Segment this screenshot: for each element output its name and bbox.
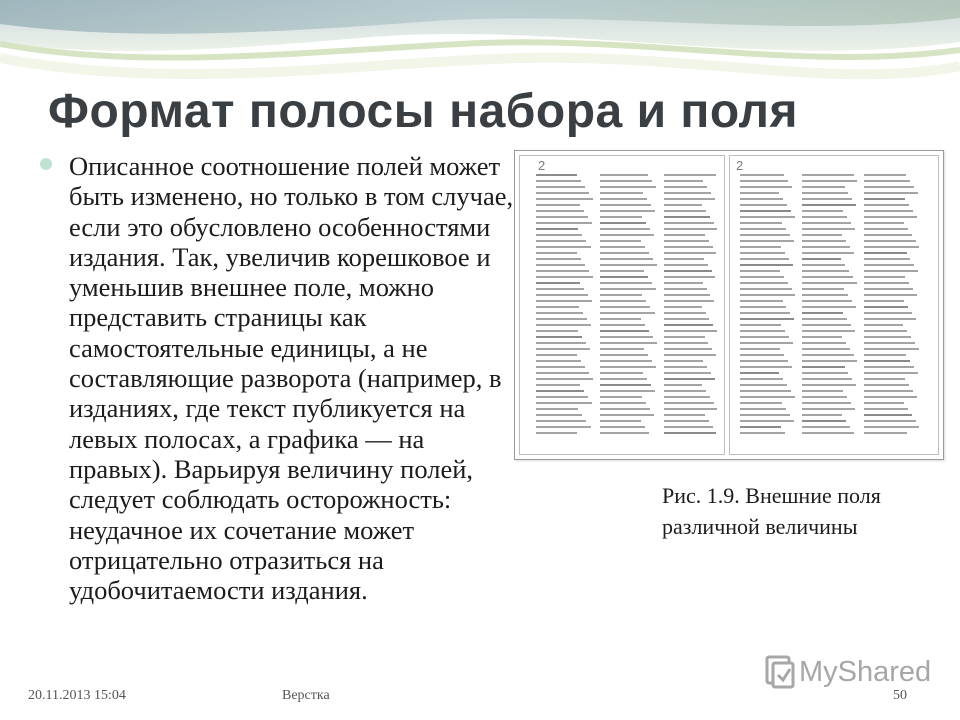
- figure-text-line: [536, 192, 589, 194]
- figure-text-line: [664, 198, 715, 200]
- figure-text-line: [664, 192, 711, 194]
- figure-text-line: [740, 372, 779, 374]
- figure-text-line: [802, 276, 853, 278]
- figure-text-line: [664, 402, 714, 404]
- figure-text-line: [664, 252, 716, 254]
- figure-text-line: [802, 210, 843, 212]
- figure-text-line: [864, 318, 916, 320]
- figure-text-line: [600, 228, 650, 230]
- figure-text-line: [864, 228, 908, 230]
- figure-text-line: [864, 336, 911, 338]
- figure-text-line: [600, 186, 656, 188]
- myshared-logo-icon: [765, 655, 795, 689]
- figure-text-line: [864, 240, 916, 242]
- figure-text-line: [664, 186, 707, 188]
- figure-text-line: [600, 408, 650, 410]
- figure-text-line: [664, 300, 714, 302]
- figure-text-line: [536, 228, 578, 230]
- figure-text-line: [600, 264, 657, 266]
- figure-text-line: [864, 270, 918, 272]
- figure-text-line: [740, 306, 786, 308]
- figure-text-line: [664, 378, 715, 380]
- figure-text-line: [600, 336, 653, 338]
- figure-text-line: [802, 372, 848, 374]
- figure-text-line: [740, 288, 792, 290]
- figure-text-line: [802, 258, 841, 260]
- figure-text-line: [864, 192, 918, 194]
- figure-text-line: [864, 348, 919, 350]
- left-page-number: 2: [538, 158, 546, 173]
- figure-text-line: [802, 426, 850, 428]
- figure-text-line: [864, 204, 909, 206]
- figure-text-line: [864, 174, 906, 176]
- figure-text-line: [536, 276, 593, 278]
- figure-text-line: [740, 342, 793, 344]
- figure-text-line: [536, 378, 593, 380]
- figure-text-line: [740, 282, 788, 284]
- figure-text-line: [536, 216, 588, 218]
- figure-text-line: [664, 264, 708, 266]
- figure-text-line: [536, 312, 583, 314]
- figure-text-line: [536, 294, 588, 296]
- figure-text-line: [664, 270, 712, 272]
- figure-text-line: [536, 414, 582, 416]
- figure-text-line: [664, 306, 702, 308]
- figure-text-line: [740, 384, 787, 386]
- figure-text-line: [802, 390, 843, 392]
- figure-text-line: [802, 342, 846, 344]
- figure-text-line: [740, 390, 791, 392]
- figure-text-line: [600, 312, 655, 314]
- footer-title: Верстка: [282, 688, 330, 703]
- figure-text-line: [864, 342, 915, 344]
- figure-text-line: [864, 216, 917, 218]
- figure-text-line: [664, 396, 710, 398]
- figure-text-line: [600, 342, 657, 344]
- figure-text-line: [664, 354, 716, 356]
- figure-text-line: [600, 180, 652, 182]
- figure-text-line: [664, 420, 709, 422]
- figure-text-line: [740, 312, 790, 314]
- figure-text-line: [740, 180, 788, 182]
- figure-text-line: [740, 216, 795, 218]
- figure-text-line: [536, 252, 577, 254]
- figure-text-line: [600, 378, 647, 380]
- figure-text-line: [664, 414, 705, 416]
- figure-text-line: [802, 366, 845, 368]
- figure-text-line: [740, 432, 785, 434]
- figure-text-line: [864, 282, 909, 284]
- figure-text-line: [664, 240, 709, 242]
- figure-text-line: [740, 270, 780, 272]
- figure-text-line: [664, 210, 706, 212]
- slide-title: Формат полосы набора и поля: [48, 85, 799, 138]
- figure-text-line: [536, 234, 582, 236]
- figure-text-line: [536, 198, 593, 200]
- figure-text-line: [740, 192, 779, 194]
- figure-text-line: [802, 222, 851, 224]
- figure-text-line: [536, 180, 581, 182]
- figure-text-line: [664, 432, 716, 434]
- right-page-column-2: [802, 174, 858, 438]
- figure-text-line: [536, 396, 588, 398]
- figure-text-line: [600, 414, 654, 416]
- figure-text-line: [740, 264, 793, 266]
- figure-text-line: [600, 348, 644, 350]
- figure-text-line: [600, 306, 650, 308]
- figure-text-line: [664, 222, 714, 224]
- figure-text-line: [740, 324, 781, 326]
- figure-text-line: [802, 204, 856, 206]
- figure-text-line: [664, 234, 705, 236]
- figure-text-line: [864, 402, 904, 404]
- figure-text-line: [864, 432, 907, 434]
- figure-text-line: [802, 282, 857, 284]
- figure-text-line: [802, 264, 845, 266]
- figure-text-line: [802, 354, 854, 356]
- figure-text-line: [600, 234, 654, 236]
- figure-text-line: [600, 222, 646, 224]
- figure-text-line: [864, 312, 912, 314]
- figure-text-line: [740, 246, 781, 248]
- figure-left-page: [519, 155, 725, 455]
- figure-text-line: [536, 324, 591, 326]
- figure-text-line: [740, 414, 790, 416]
- figure-text-line: [740, 300, 783, 302]
- figure-text-line: [740, 258, 789, 260]
- figure-text-line: [600, 300, 646, 302]
- figure-text-line: [864, 276, 905, 278]
- figure-text-line: [740, 408, 786, 410]
- figure-text-line: [536, 270, 589, 272]
- figure-text-line: [536, 342, 586, 344]
- figure-text-line: [600, 198, 647, 200]
- figure-text-line: [600, 216, 642, 218]
- figure-text-line: [864, 210, 913, 212]
- figure-text-line: [802, 228, 855, 230]
- figure-text-line: [740, 204, 787, 206]
- figure-text-line: [864, 420, 916, 422]
- figure-text-line: [664, 330, 717, 332]
- figure-text-line: [536, 402, 592, 404]
- figure-text-line: [864, 390, 913, 392]
- figure-text-line: [740, 420, 794, 422]
- figure-text-line: [864, 234, 912, 236]
- figure-text-line: [536, 354, 577, 356]
- figure-text-line: [600, 372, 643, 374]
- figure-text-line: [802, 420, 846, 422]
- figure-text-line: [802, 408, 855, 410]
- figure-text-line: [664, 366, 707, 368]
- figure-text-line: [802, 288, 844, 290]
- figure-text-line: [802, 384, 856, 386]
- figure-text-line: [536, 390, 584, 392]
- figure-text-line: [864, 180, 910, 182]
- figure-text-line: [600, 174, 648, 176]
- figure-text-line: [802, 312, 843, 314]
- figure-text-line: [802, 348, 850, 350]
- figure-text-line: [802, 174, 854, 176]
- figure-text-line: [536, 186, 585, 188]
- figure-text-line: [536, 318, 587, 320]
- figure-text-line: [664, 204, 702, 206]
- figure-text-line: [600, 390, 655, 392]
- figure-text-line: [864, 324, 903, 326]
- figure-text-line: [536, 360, 581, 362]
- figure-text-line: [802, 192, 848, 194]
- figure-text-line: [536, 258, 581, 260]
- figure-text-line: [864, 198, 905, 200]
- figure-text-line: [740, 234, 790, 236]
- right-page-number: 2: [736, 158, 744, 173]
- footer-date: 20.11.2013 15:04: [28, 688, 126, 703]
- figure-text-line: [600, 240, 641, 242]
- figure-text-line: [536, 336, 582, 338]
- figure-text-line: [664, 408, 717, 410]
- figure-text-line: [864, 426, 919, 428]
- figure-text-line: [600, 366, 656, 368]
- figure-text-line: [600, 258, 653, 260]
- figure-text-line: [864, 396, 917, 398]
- figure-text-line: [740, 366, 792, 368]
- figure-text-line: [740, 186, 792, 188]
- figure-text-line: [802, 402, 851, 404]
- figure-text-line: [740, 228, 786, 230]
- figure-text-line: [864, 294, 917, 296]
- figure-text-line: [740, 348, 780, 350]
- figure-text-line: [802, 294, 848, 296]
- figure-text-line: [864, 246, 919, 248]
- figure-text-line: [740, 360, 788, 362]
- figure-text-line: [864, 306, 908, 308]
- figure-text-line: [740, 198, 783, 200]
- figure-text-line: [664, 336, 705, 338]
- figure-text-line: [802, 252, 854, 254]
- figure-text-line: [600, 420, 641, 422]
- figure-text-line: [864, 372, 918, 374]
- figure-right-page: [729, 155, 939, 455]
- figure-text-line: [536, 432, 577, 434]
- figure-text-line: [740, 336, 789, 338]
- left-page-column-3: [664, 174, 718, 438]
- figure-text-line: [664, 348, 712, 350]
- figure-text-line: [740, 330, 785, 332]
- figure-text-line: [536, 240, 586, 242]
- figure-text-line: [740, 402, 782, 404]
- figure-text-line: [600, 396, 642, 398]
- figure-text-line: [864, 360, 910, 362]
- figure-text-line: [600, 204, 651, 206]
- figure-text-line: [600, 276, 648, 278]
- figure-text-line: [740, 378, 783, 380]
- figure-text-line: [536, 426, 591, 428]
- figure-text-line: [600, 270, 644, 272]
- figure-text-line: [664, 360, 703, 362]
- figure-text-line: [600, 360, 652, 362]
- figure-text-line: [600, 402, 646, 404]
- figure-text-line: [802, 396, 847, 398]
- figure-text-line: [802, 186, 845, 188]
- figure-text-line: [740, 318, 794, 320]
- figure-text-line: [802, 300, 852, 302]
- figure-text-line: [600, 294, 642, 296]
- figure-text-line: [864, 288, 913, 290]
- figure-text-line: [600, 432, 649, 434]
- figure-text-line: [600, 324, 645, 326]
- figure-text-line: [740, 222, 782, 224]
- figure-text-line: [600, 354, 648, 356]
- left-page-column-2: [600, 174, 658, 438]
- figure-text-line: [664, 342, 708, 344]
- figure-text-line: [664, 384, 702, 386]
- figure-text-line: [740, 210, 791, 212]
- figure-text-line: [600, 330, 649, 332]
- figure-text-line: [664, 288, 707, 290]
- figure-text-line: [664, 294, 710, 296]
- figure-text-line: [740, 276, 784, 278]
- figure-text-line: [664, 174, 716, 176]
- figure-text-line: [536, 372, 589, 374]
- figure-text-line: [536, 330, 578, 332]
- figure-text-line: [664, 258, 704, 260]
- figure-text-line: [600, 210, 655, 212]
- figure-text-line: [802, 180, 857, 182]
- figure-text-line: [802, 240, 846, 242]
- figure-text-line: [864, 300, 904, 302]
- body-paragraph: Описанное соотношение полей может быть изменено, но только в том случае, если это обусловлено особенностями издания. Так, увеличив корешковое и уменьшив внешнее поле, можно представить страницы как самостоятельные единицы, а не составляющие разворота (например, в изданиях, где текст публикуется на левых полосах, а графика — на правых). Варьируя величину полей, следует соблюдать осторожность: неудачное их сочетание может отрицательно отразиться на удобочитаемости издания.: [69, 151, 514, 606]
- figure-text-line: [664, 324, 713, 326]
- figure-text-line: [802, 330, 855, 332]
- figure-text-line: [664, 282, 703, 284]
- figure-text-line: [664, 216, 710, 218]
- figure-text-line: [536, 222, 592, 224]
- figure-text-line: [802, 216, 847, 218]
- figure-text-line: [864, 222, 904, 224]
- figure-text-line: [536, 204, 580, 206]
- figure-text-line: [802, 360, 857, 362]
- figure-text-line: [864, 252, 907, 254]
- watermark: [765, 650, 931, 694]
- figure-text-line: [740, 354, 784, 356]
- figure-text-line: [740, 396, 795, 398]
- figure-text-line: [600, 318, 641, 320]
- figure-text-line: [664, 318, 709, 320]
- figure-text-line: [600, 384, 651, 386]
- figure-text-line: [802, 414, 842, 416]
- figure-text-line: [536, 306, 579, 308]
- figure-text-line: [864, 378, 905, 380]
- figure-text-line: [536, 348, 590, 350]
- watermark-text: MyShared: [799, 655, 932, 688]
- figure-text-line: [664, 228, 717, 230]
- figure-text-line: [536, 408, 578, 410]
- figure-text-line: [536, 210, 584, 212]
- figure-text-line: [802, 270, 849, 272]
- figure-text-line: [802, 246, 850, 248]
- figure-text-line: [664, 426, 713, 428]
- figure-text-line: [600, 192, 643, 194]
- figure-text-line: [740, 294, 795, 296]
- figure-text-line: [802, 324, 851, 326]
- figure-text-line: [536, 300, 592, 302]
- figure-text-line: [664, 312, 706, 314]
- figure-text-line: [600, 426, 645, 428]
- figure-text-line: [802, 378, 852, 380]
- figure-text-line: [802, 432, 854, 434]
- figure-text-line: [600, 246, 645, 248]
- figure-text-line: [802, 336, 842, 338]
- figure-text-line: [864, 354, 906, 356]
- figure-text-line: [600, 282, 652, 284]
- figure-text-line: [664, 180, 703, 182]
- figure-text-line: [536, 420, 586, 422]
- figure-text-line: [536, 264, 585, 266]
- figure-text-line: [664, 276, 715, 278]
- figure-text-line: [740, 426, 781, 428]
- figure-text-line: [864, 366, 914, 368]
- figure-text-line: [664, 246, 713, 248]
- figure-text-line: [802, 234, 842, 236]
- bullet-icon: [40, 158, 52, 170]
- figure-text-line: [536, 282, 580, 284]
- figure-text-line: [802, 318, 847, 320]
- figure-text-line: [864, 330, 907, 332]
- figure-text-line: [740, 174, 784, 176]
- figure-text-line: [536, 246, 591, 248]
- right-page-column-1: [740, 174, 796, 438]
- figure-text-line: [664, 372, 711, 374]
- figure-text-line: [536, 384, 580, 386]
- figure-text-line: [864, 264, 914, 266]
- footer-page-number: 50: [893, 688, 907, 703]
- figure-spread-image: [514, 150, 944, 460]
- right-page-column-3: [864, 174, 920, 438]
- figure-text-line: [802, 306, 856, 308]
- figure-text-line: [740, 240, 794, 242]
- figure-text-line: [536, 288, 584, 290]
- figure-text-line: [600, 252, 649, 254]
- figure-text-line: [864, 186, 914, 188]
- figure-text-line: [536, 174, 577, 176]
- figure-text-line: [802, 198, 852, 200]
- figure-text-line: [864, 384, 909, 386]
- figure-text-line: [864, 414, 912, 416]
- figure-text-line: [740, 252, 785, 254]
- figure-text-line: [536, 366, 585, 368]
- left-page-column-1: [536, 174, 594, 438]
- figure-text-line: [864, 258, 910, 260]
- figure-text-line: [864, 408, 908, 410]
- figure-text-line: [664, 390, 706, 392]
- figure-text-line: [600, 288, 656, 290]
- figure-caption: Рис. 1.9. Внешние поля различной величины: [662, 483, 881, 539]
